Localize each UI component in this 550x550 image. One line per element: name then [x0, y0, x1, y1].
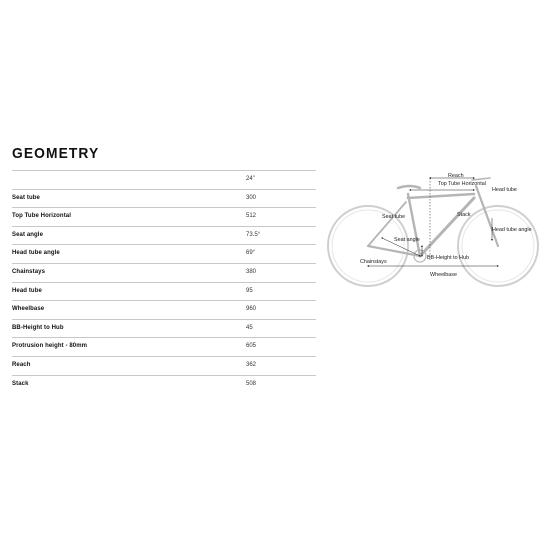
label-reach: Reach: [448, 173, 464, 179]
row-label: Head tube: [12, 287, 42, 294]
table-row: [12, 282, 316, 301]
label-seat-tube: Seat tube: [382, 214, 406, 220]
table-row: [12, 226, 316, 245]
row-label: Wheelbase: [12, 306, 45, 313]
row-label: Top Tube Horizontal: [12, 213, 72, 220]
table-row: [12, 337, 316, 356]
row-value: 95: [246, 287, 253, 294]
label-head-tube: Head tube: [492, 187, 517, 193]
label-seat-angle: Seat angle: [394, 237, 420, 243]
label-chainstays: Chainstays: [360, 259, 387, 265]
label-top-tube: Top Tube Horizontal: [438, 181, 486, 187]
row-label: Seat tube: [12, 194, 40, 201]
table-header-row: [12, 170, 316, 189]
table-row: [12, 300, 316, 319]
table-row: [12, 375, 316, 394]
bike-frame: [368, 178, 498, 262]
row-value: 960: [246, 306, 257, 313]
row-value: 300: [246, 194, 257, 201]
row-value: 512: [246, 213, 257, 220]
row-label: BB-Height to Hub: [12, 324, 64, 331]
row-label: Reach: [12, 361, 31, 368]
table-row: [12, 356, 316, 375]
row-value: 380: [246, 268, 257, 275]
table-row: [12, 319, 316, 338]
row-value: 508: [246, 380, 257, 387]
row-label: Seat angle: [12, 231, 44, 238]
row-label: Head tube angle: [12, 250, 60, 257]
row-label: Protrusion height - 80mm: [12, 343, 88, 350]
row-value: 73.5°: [246, 231, 261, 238]
row-label: Stack: [12, 380, 29, 387]
row-value: 605: [246, 343, 257, 350]
bike-geometry-diagram: [324, 160, 540, 300]
row-value: 362: [246, 361, 257, 368]
table-row: [12, 263, 316, 282]
table-row: [12, 189, 316, 208]
size-header: 24": [246, 176, 255, 182]
label-bb-height: BB-Height to Hub: [427, 255, 469, 261]
geometry-table: [12, 170, 316, 393]
label-stack: Stack: [457, 212, 471, 218]
row-label: Chainstays: [12, 268, 46, 275]
page-title: GEOMETRY: [12, 145, 100, 162]
table-row: [12, 244, 316, 263]
row-value: 69°: [246, 250, 256, 257]
row-value: 45: [246, 324, 253, 331]
label-head-tube-angle: Head tube angle: [492, 227, 532, 233]
table-row: [12, 207, 316, 226]
label-wheelbase: Wheelbase: [430, 272, 457, 278]
